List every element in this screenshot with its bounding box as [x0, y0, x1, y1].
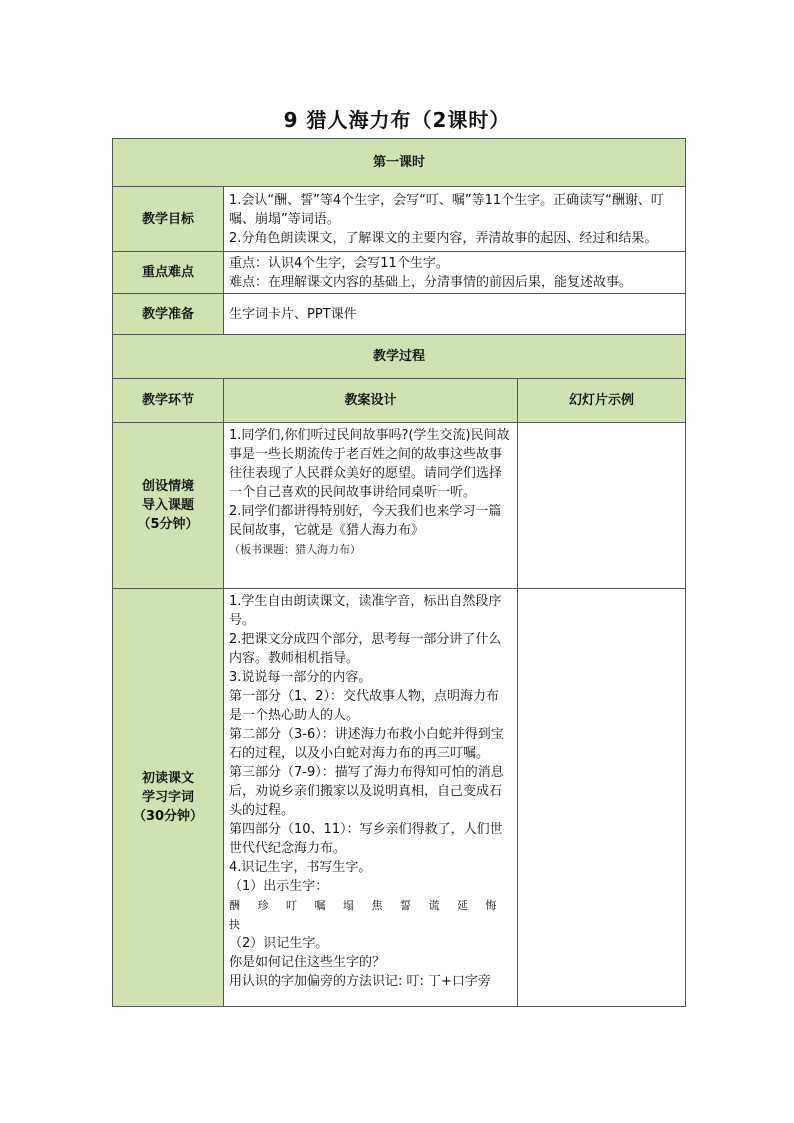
objectives-label: 教学目标 [113, 187, 224, 252]
design-item: 2.同学们都讲得特别好，今天我们也来学习一篇民间故事，它就是《猎人海力布》 [229, 504, 502, 538]
design-item: 3.说说每一部分的内容。 [229, 670, 372, 685]
design-item: 1.同学们,你们听过民间故事吗?(学生交流)民间故事是一些长期流传于老百姓之间的故事这些故事往往表现了人民群众美好的愿望。请同学们选择一个自己喜欢的民间故事讲给同桌听一听。 [229, 428, 510, 500]
stage-name-line: 导入课题 [141, 498, 194, 513]
stage-name-line: （30分钟） [132, 809, 204, 824]
document-title: 9 猎人海力布（2课时） [283, 108, 511, 132]
design-item: 4.识记生字，书写生字。 [229, 860, 372, 875]
design-item: 第二部分（3-6）：讲述海力布救小白蛇并得到宝石的过程，以及小白蛇对海力布的再三叮嘱。 [229, 727, 504, 761]
col-slides-header: 幻灯片示例 [518, 379, 686, 423]
new-characters: 酬 珍 叮 嘱 塌 焦 誓 谎 延 悔 抉 [229, 899, 504, 931]
stage-reading-slides [518, 589, 686, 1007]
design-item: 2.把课文分成四个部分，思考每一部分讲了什么内容。教师相机指导。 [229, 632, 502, 666]
keypoints-label: 重点难点 [113, 252, 224, 294]
process-header: 教学过程 [113, 335, 686, 379]
design-item: 1.学生自由朗读课文，读准字音，标出自然段序号。 [229, 594, 502, 628]
design-item: 用认识的字加偏旁的方法识记: 叮: 丁+口字旁 [229, 974, 491, 989]
stage-intro-slides [518, 423, 686, 589]
keypoints-content [224, 252, 686, 294]
keypoint-item: 难点：在理解课文内容的基础上，分清事情的前因后果，能复述故事。 [229, 274, 633, 290]
design-item: 第三部分（7-9）：描写了海力布得知可怕的消息后，劝说乡亲们搬家以及说明真相，自己变成石头的过程。 [229, 765, 504, 818]
lesson-header: 第一课时 [113, 139, 686, 187]
col-design-header: 教案设计 [224, 379, 518, 423]
design-item: 第一部分（1、2）：交代故事人物，点明海力布是一个热心助人的人。 [229, 689, 500, 723]
stage-name-line: 初读课文 [141, 771, 194, 786]
design-item: 第四部分（10、11）：写乡亲们得救了，人们世世代代纪念海力布。 [229, 822, 503, 856]
stage-intro-design [224, 423, 518, 589]
stage-reading-design [224, 589, 518, 1007]
design-item: 你是如何记住这些生字的？ [229, 955, 386, 970]
prep-label: 教学准备 [113, 294, 224, 335]
stage-name-line: （5分钟） [137, 517, 199, 532]
keypoint-item: 重点：认识4个生字，会写11个生字。 [229, 255, 449, 271]
stage-name-line: 学习字词 [141, 790, 194, 805]
design-note: （板书课题：猎人海力布） [229, 543, 361, 556]
col-stage-header: 教学环节 [113, 379, 224, 423]
stage-name-line: 创设情境 [141, 479, 194, 494]
objectives-content [224, 187, 686, 252]
design-item: （1）出示生字： [229, 879, 329, 894]
prep-content: 生字词卡片、PPT课件 [224, 294, 686, 335]
design-item: （2）识记生字。 [229, 936, 329, 951]
objective-item: 2.分角色朗读课文，了解课文的主要内容，弄清故事的起因、经过和结果。 [229, 230, 658, 246]
objective-item: 1.会认“酬、誓”等4个生字，会写“叮、嘱”等11个生字。正确读写“酬谢、叮嘱、崩塌”等词语。 [229, 192, 664, 227]
stage-intro-label [113, 423, 224, 589]
lesson-plan-table [112, 138, 686, 1007]
stage-reading-label [113, 589, 224, 1007]
